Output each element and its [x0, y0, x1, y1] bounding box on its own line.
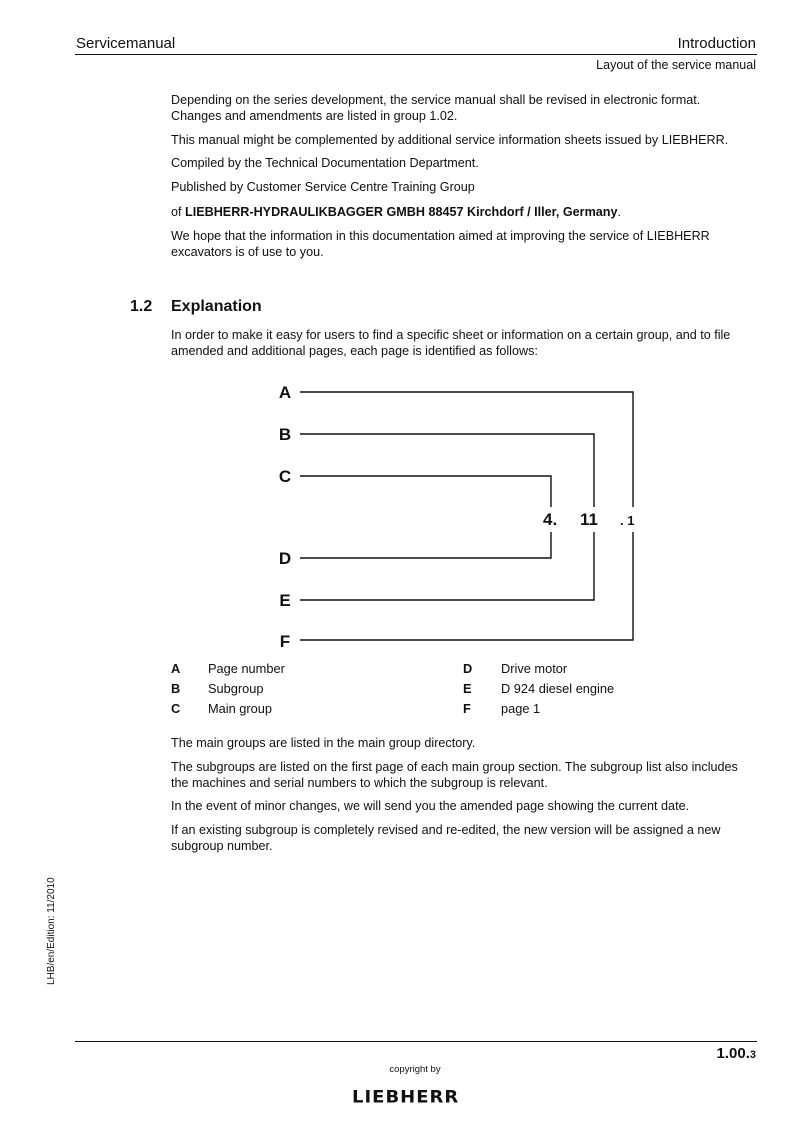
legend-item-a [171, 661, 180, 676]
intro-line: excavators is of use to you. [171, 245, 324, 259]
code-page: . 1 [620, 513, 635, 528]
diagram-letter-f: F [279, 632, 291, 651]
legend-key: A [171, 661, 181, 676]
legend-text-f: page 1 [501, 701, 541, 716]
code-subgroup: 11 [580, 510, 598, 529]
closing-paragraph-4 [171, 822, 761, 854]
copyright-label: copyright by [389, 1064, 441, 1075]
legend-item-b [171, 681, 180, 696]
liebherr-logo: LIEBHERR [352, 1087, 460, 1108]
legend-key: C [171, 701, 181, 716]
legend-key: B [171, 681, 181, 696]
diagram-letter-b: B [278, 425, 292, 444]
header-subtitle: Layout of the service manual [596, 58, 756, 72]
legend-text-c: Main group [208, 701, 273, 716]
diagram-letter-c: C [278, 467, 292, 486]
legend-item-f [463, 701, 471, 716]
closing-line: The subgroups are listed on the first page of each main group section. The subgroup list also includes [171, 760, 738, 774]
connector-a [300, 392, 633, 507]
legend-item-c [171, 701, 180, 716]
header-title: Servicemanual [76, 35, 176, 52]
section-line: In order to make it easy for users to find a specific sheet or information on a certain group, and to file [171, 328, 731, 342]
connector-c [300, 476, 551, 507]
closing-paragraph-1: The main groups are listed in the main group directory. [171, 736, 476, 750]
header-chapter: Introduction [677, 35, 756, 52]
page-number-main: 1.00. [716, 1045, 750, 1062]
legend-text-b: Subgroup [208, 681, 264, 696]
footer-divider [75, 1041, 757, 1042]
publisher-suffix: . [617, 205, 621, 219]
page-number-sub: 3 [749, 1049, 756, 1061]
legend-text-a: Page number [208, 661, 285, 676]
code-main-group: 4. [543, 510, 558, 529]
page-number [717, 1045, 757, 1062]
closing-paragraph-2 [171, 759, 761, 791]
legend-key: D [463, 661, 473, 676]
connector-d [300, 532, 551, 558]
diagram-letter-a: A [278, 383, 292, 402]
legend-item-d [463, 661, 472, 676]
diagram-letter-d: D [278, 549, 292, 568]
closing-line: the machines and serial numbers to which the subgroup is relevant. [171, 776, 548, 790]
section-line: amended and additional pages, each page is identified as follows: [171, 344, 538, 358]
connector-e [300, 532, 594, 600]
legend-key: F [463, 701, 471, 716]
legend-key: E [463, 681, 472, 696]
intro-line: We hope that the information in this documentation aimed at improving the service of LIEBHERR [171, 229, 710, 243]
section-title: Explanation [171, 298, 262, 315]
publisher-name: LIEBHERR-HYDRAULIKBAGGER GMBH 88457 Kirchdorf / Iller, Germany [185, 205, 618, 219]
publisher-prefix: of [171, 205, 186, 219]
closing-line: If an existing subgroup is completely revised and re-edited, the new version will be assigned a new [171, 823, 721, 837]
intro-line: Depending on the series development, the service manual shall be revised in electronic format. [171, 93, 701, 107]
diagram-letter-e: E [279, 591, 291, 610]
legend-text-d: Drive motor [501, 661, 568, 676]
edition-label: LHB/en/Edition: 11/2010 [46, 877, 57, 985]
closing-line: subgroup number. [171, 839, 273, 853]
legend-item-e [463, 681, 472, 696]
connector-b [300, 434, 594, 507]
section-number: 1.2 [130, 298, 153, 315]
intro-paragraph-2: This manual might be complemented by additional service information sheets issued by LIEBHERR. [171, 133, 729, 147]
intro-paragraph-4: Published by Customer Service Centre Training Group [171, 180, 475, 194]
legend-text-e: D 924 diesel engine [501, 681, 615, 696]
closing-paragraph-3: In the event of minor changes, we will send you the amended page showing the current date. [171, 799, 690, 813]
intro-paragraph-3: Compiled by the Technical Documentation Department. [171, 156, 479, 170]
connector-f [300, 532, 633, 640]
intro-line: Changes and amendments are listed in group 1.02. [171, 109, 458, 123]
